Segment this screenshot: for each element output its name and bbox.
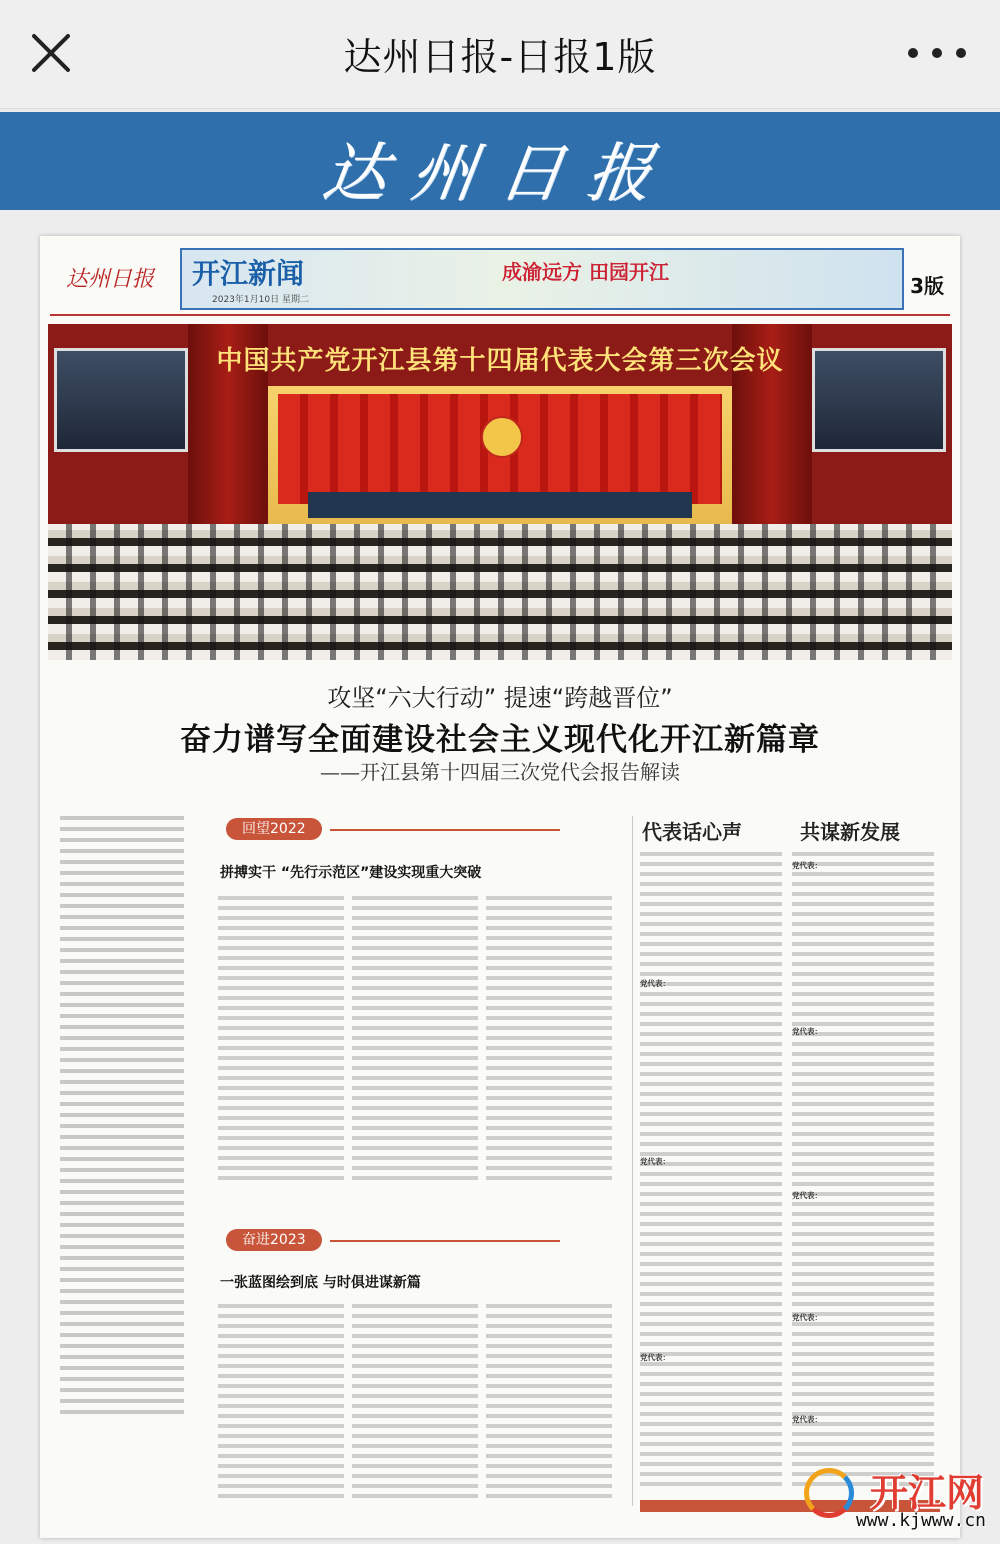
sub-headline: ——开江县第十四届三次党代会报告解读 <box>320 760 680 784</box>
presidium-dais <box>308 492 692 518</box>
photo-banner-text: 中国共产党开江县第十四届代表大会第三次会议 <box>216 346 784 376</box>
party-emblem-icon <box>481 416 523 458</box>
newspaper-brand-banner <box>0 112 1000 210</box>
mini-newspaper-logo: 达州日报 <box>66 267 155 292</box>
lead-column-text <box>60 816 184 1416</box>
section-header-strip <box>180 248 904 310</box>
watermark-swirl-icon <box>804 1468 854 1518</box>
tag-rule-2023 <box>330 1240 560 1242</box>
rep-label: 党代表： <box>792 1191 822 1200</box>
article-column <box>486 1304 612 1504</box>
tag-2022: 回望2022 <box>226 818 322 840</box>
article-column <box>218 1304 344 1504</box>
section-name: 开江新闻 <box>192 257 305 290</box>
main-headline: 奋力谱写全面建设社会主义现代化开江新篇章 <box>180 722 820 758</box>
rep-label: 党代表： <box>792 1415 822 1424</box>
rep-label: 党代表： <box>640 979 670 988</box>
tag-2023: 奋进2023 <box>226 1229 322 1251</box>
headline-kicker: 攻坚“六大行动” 提速“跨越晋位” <box>327 684 673 712</box>
representative-column <box>792 852 934 1492</box>
right-section-title-1: 代表话心声 <box>642 820 742 844</box>
top-navigation-bar <box>0 0 1000 109</box>
section-slogan: 成渝远方 田园开江 <box>502 260 669 284</box>
page-title: 达州日报-日报1版 <box>343 35 657 79</box>
watermark-url: www.kjwww.cn <box>855 1510 986 1531</box>
representative-column <box>640 852 782 1492</box>
article-column <box>218 896 344 1186</box>
rep-label: 党代表： <box>792 1027 822 1036</box>
page-number: 3版 <box>910 274 944 298</box>
article-column <box>352 1304 478 1504</box>
audience-seats <box>48 524 952 660</box>
congress-hall-photo <box>48 324 952 660</box>
newspaper-page-image[interactable] <box>40 236 960 1538</box>
rep-label: 党代表： <box>640 1157 670 1166</box>
tag-rule-2022 <box>330 829 560 831</box>
more-dots-icon[interactable] <box>908 40 966 66</box>
watermark-logo: 开江网 <box>869 1470 984 1515</box>
article-column <box>352 896 478 1186</box>
article-column <box>486 896 612 1186</box>
rep-label: 党代表： <box>640 1353 670 1362</box>
column-divider <box>632 816 633 1506</box>
page-masthead <box>50 244 950 316</box>
subsection-2022-title: 拼搏实干 “先行示范区”建设实现重大突破 <box>220 865 482 881</box>
rep-label: 党代表： <box>792 1313 822 1322</box>
site-watermark <box>792 1462 992 1538</box>
section-date: 2023年1月10日 星期二 <box>212 295 309 305</box>
subsection-2023-title: 一张蓝图绘到底 与时俱进谋新篇 <box>220 1275 421 1291</box>
right-section-title-2: 共谋新发展 <box>800 820 900 844</box>
rep-label: 党代表： <box>792 861 822 870</box>
newspaper-brand-logo: 达州日报 <box>317 137 681 211</box>
